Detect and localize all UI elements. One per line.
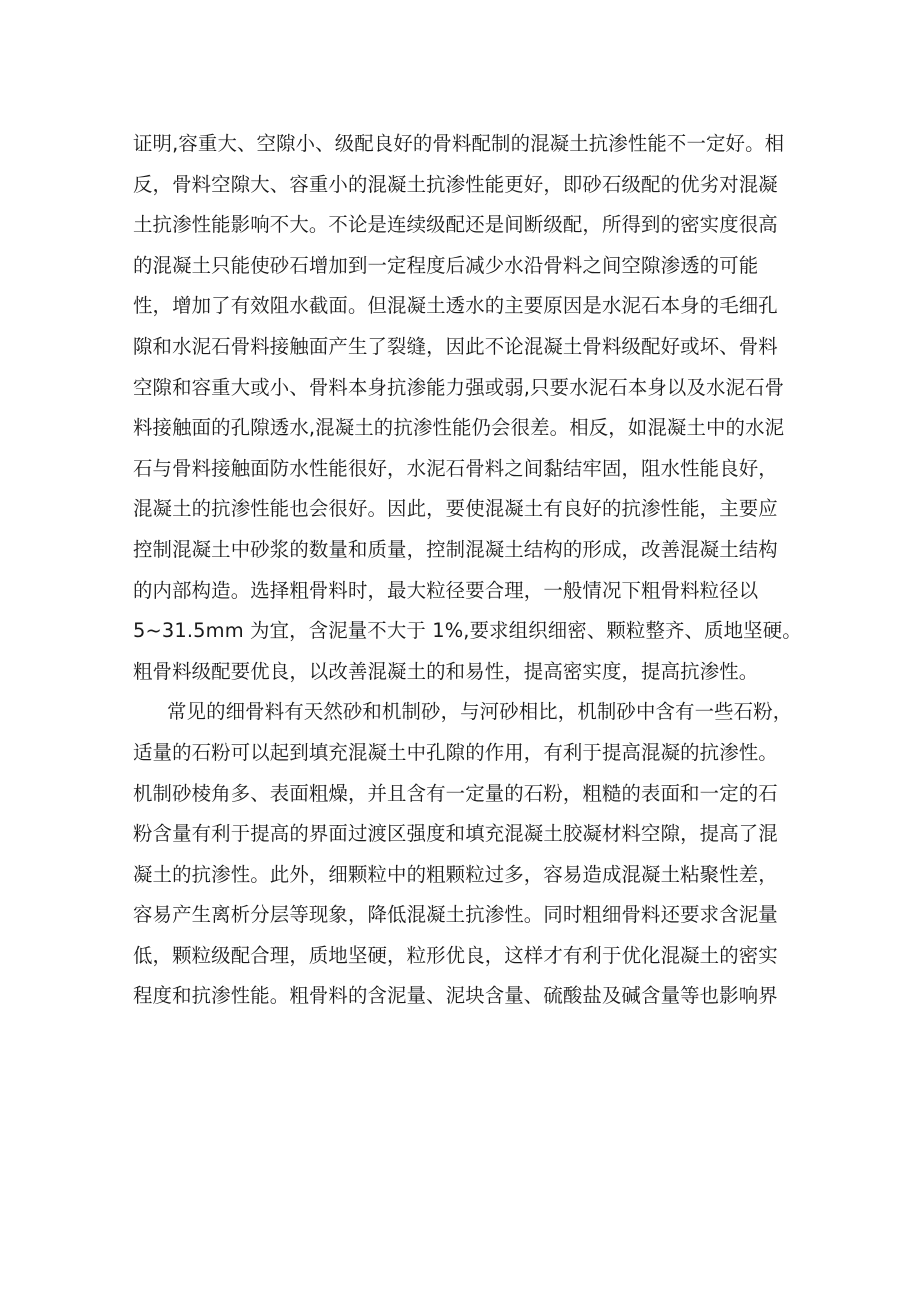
body-text bbox=[133, 124, 803, 1017]
text-line: 机制砂棱角多、表面粗燥，并且含有一定量的石粉，粗糙的表面和一定的石 bbox=[133, 781, 778, 805]
paragraph-1 bbox=[133, 124, 803, 692]
text-line: 常见的细骨料有天然砂和机制砂，与河砂相比，机制砂中含有一些石粉， bbox=[167, 700, 793, 724]
text-line: 低，颗粒级配合理，质地坚硬，粒形优良，这样才有利于优化混凝土的密实 bbox=[133, 943, 778, 967]
text-line: 5~31.5mm 为宜，含泥量不大于 1%,要求组织细密、颗粒整齐、质地坚硬。 bbox=[133, 619, 802, 643]
text-line: 性，增加了有效阻水截面。但混凝土透水的主要原因是水泥石本身的毛细孔 bbox=[133, 294, 778, 318]
text-line: 的混凝土只能使砂石增加到一定程度后减少水沿骨料之间空隙渗透的可能 bbox=[133, 253, 759, 277]
text-line: 证明,容重大、空隙小、级配良好的骨料配制的混凝土抗渗性能不一定好。相 bbox=[133, 132, 785, 155]
text-line: 隙和水泥石骨料接触面产生了裂缝，因此不论混凝土骨料级配好或坏、骨料 bbox=[133, 334, 778, 358]
text-line: 容易产生离析分层等现象，降低混凝土抗渗性。同时粗细骨料还要求含泥量 bbox=[133, 903, 778, 927]
text-line: 反，骨料空隙大、容重小的混凝土抗渗性能更好，即砂石级配的优劣对混凝 bbox=[133, 172, 778, 196]
text-line: 的内部构造。选择粗骨料时，最大粒径要合理，一般情况下粗骨料粒径以 bbox=[133, 578, 759, 602]
text-line: 程度和抗渗性能。粗骨料的含泥量、泥块含量、硫酸盐及碱含量等也影响界 bbox=[133, 984, 778, 1008]
text-line: 混凝土的抗渗性能也会很好。因此，要使混凝土有良好的抗渗性能，主要应 bbox=[133, 497, 778, 521]
text-line: 土抗渗性能影响不大。不论是连续级配还是间断级配，所得到的密实度很高 bbox=[133, 213, 778, 237]
paragraph-2 bbox=[133, 692, 803, 1017]
text-line: 适量的石粉可以起到填充混凝土中孔隙的作用，有利于提高混凝的抗渗性。 bbox=[133, 740, 778, 764]
text-line: 石与骨料接触面防水性能很好，水泥石骨料之间黏结牢固，阻水性能良好， bbox=[133, 456, 778, 480]
text-line: 空隙和容重大或小、骨料本身抗渗能力强或弱,只要水泥石本身以及水泥石骨 bbox=[133, 375, 785, 399]
text-line: 控制混凝土中砂浆的数量和质量，控制混凝土结构的形成，改善混凝土结构 bbox=[133, 537, 778, 561]
text-line: 料接触面的孔隙透水,混凝土的抗渗性能仍会很差。相反，如混凝土中的水泥 bbox=[133, 416, 785, 440]
text-line: 粉含量有利于提高的界面过渡区强度和填充混凝土胶凝材料空隙，提高了混 bbox=[133, 822, 778, 846]
text-line: 粗骨料级配要优良，以改善混凝土的和易性，提高密实度，提高抗渗性。 bbox=[133, 659, 759, 683]
text-line: 凝土的抗渗性。此外，细颗粒中的粗颗粒过多，容易造成混凝土粘聚性差， bbox=[133, 862, 778, 886]
